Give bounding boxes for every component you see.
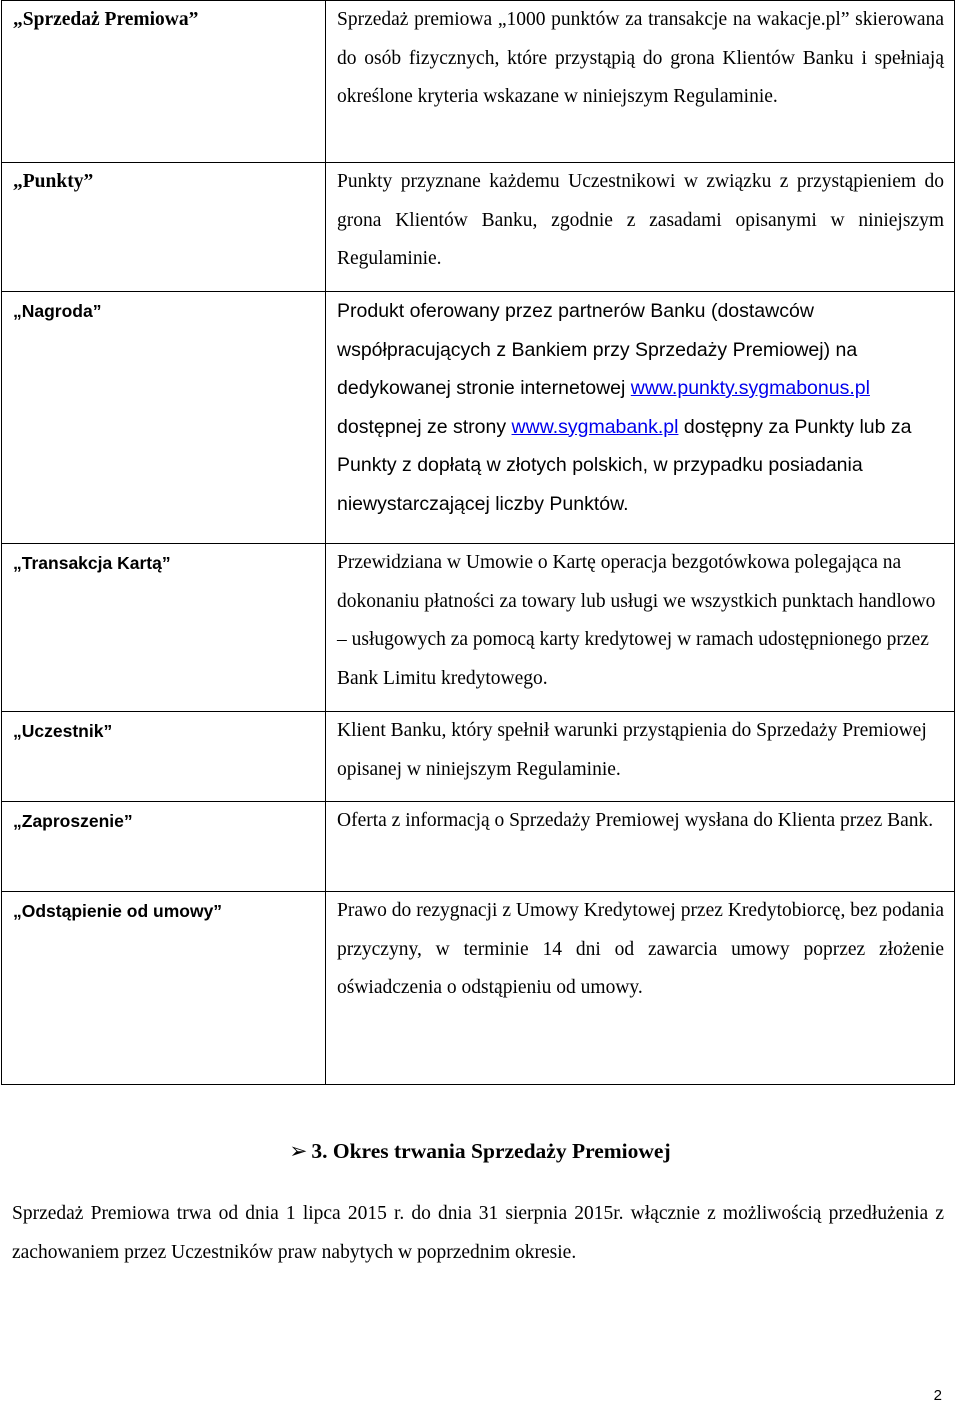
- term-uczestnik: „Uczestnik”: [2, 712, 326, 802]
- definitions-table: [1, 0, 955, 1085]
- definition-odstapienie: Prawo do rezygnacji z Umowy Kredytowej przez Kredytobiorcę, bez podania przyczyny, w terminie 14 dni od zawarcia umowy poprzez złożenie oświadczenia o odstąpieniu od umowy.: [326, 892, 955, 1085]
- table-row: [2, 292, 955, 544]
- definition-punkty: Punkty przyznane każdemu Uczestnikowi w związku z przystąpieniem do grona Klientów Banku, zgodnie z zasadami opisanymi w niniejszym Regulaminie.: [326, 163, 955, 292]
- definition-sprzedaz-premiowa: Sprzedaż premiowa „1000 punktów za transakcje na wakacje.pl” skierowana do osób fizycznych, które przystąpią do grona Klientów Banku i spełniają określone kryteria wskazane w niniejszym Regulaminie.: [326, 1, 955, 163]
- term-odstapienie: „Odstąpienie od umowy”: [2, 892, 326, 1085]
- section-heading-text: 3. Okres trwania Sprzedaży Premiowej: [311, 1139, 671, 1163]
- definition-zaproszenie: Oferta z informacją o Sprzedaży Premiowej wysłana do Klienta przez Bank.: [326, 802, 955, 892]
- term-zaproszenie: „Zaproszenie”: [2, 802, 326, 892]
- table-row: [2, 802, 955, 892]
- definition-transakcja-karta: Przewidziana w Umowie o Kartę operacja bezgotówkowa polegająca na dokonaniu płatności za towary lub usługi we wszystkich punktach handlowo – usługowych za pomocą karty kredytowej w ramach udostępnionego przez Bank Limitu kredytowego.: [326, 544, 955, 712]
- table-row: [2, 163, 955, 292]
- punkty-sygmabonus-link[interactable]: www.punkty.sygmabonus.pl: [630, 377, 870, 399]
- table-row: [2, 712, 955, 802]
- term-transakcja-karta: „Transakcja Kartą”: [2, 544, 326, 712]
- table-row: [2, 892, 955, 1085]
- definition-nagroda-text-2: dostępnej ze strony: [337, 415, 512, 438]
- definition-nagroda-text-3: dostępny za Punkty lub za Punkty z dopłatą w złotych polskich, w przypadku posiadania niewystarczającej liczby Punktów.: [337, 415, 912, 515]
- sygmabank-link[interactable]: www.sygmabank.pl: [511, 415, 679, 438]
- definition-nagroda-text-1: Produkt oferowany przez partnerów Banku (dostawców współpracujących z Bankiem przy Sprzedaży Premiowej) na dedykowanej stronie internetowej: [337, 300, 858, 399]
- definition-nagroda: [326, 292, 955, 544]
- section-body-paragraph: Sprzedaż Premiowa trwa od dnia 1 lipca 2015 r. do dnia 31 sierpnia 2015r. włącznie z możliwością przedłużenia z zachowaniem przez Uczestników praw nabytych w poprzednim okresie.: [12, 1203, 944, 1263]
- term-sprzedaz-premiowa: „Sprzedaż Premiowa”: [2, 1, 326, 163]
- section-heading: [0, 1133, 960, 1169]
- term-nagroda: „Nagroda”: [2, 292, 326, 544]
- term-punkty: „Punkty”: [2, 163, 326, 292]
- table-row: [2, 1, 955, 163]
- table-row: [2, 544, 955, 712]
- arrow-bullet-icon: ➢: [289, 1139, 308, 1163]
- definition-uczestnik: Klient Banku, który spełnił warunki przystąpienia do Sprzedaży Premiowej opisanej w niniejszym Regulaminie.: [326, 712, 955, 802]
- page-number: 2: [933, 1387, 942, 1404]
